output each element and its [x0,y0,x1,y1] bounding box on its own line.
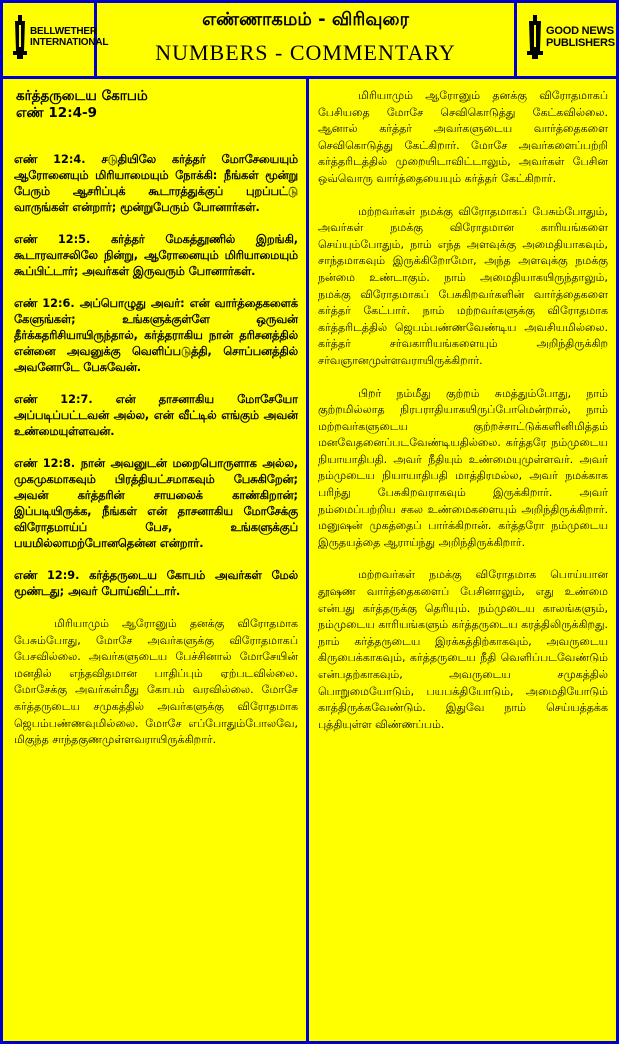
commentary-paragraph: மற்றவர்கள் நமக்கு விரோதமாகப் பேசும்போதும், அவர்கள் நமக்கு விரோதமான காரியங்களை செய்யும்போதும், நாம் எந்த அளவுக்கு அமைதியாகவும், சாந்தமாகவும் இருக்கிறோமோ, அந்த அளவுக்கு நமக்கு நன்மை உண்டாகும். நாம் அமைதியாகயிருந்தாலும், நமக்கு விரோதமாகப் பேசுகிறவர்களின் வார்த்தைகளை கர்த்தர் கேட்பார். நாம் மற்றவர்களுக்கு விரோதமாக கர்த்தரிடத்தில் ஜெபம்பண்ணவேண்டிய அவசியமில்லை. கர்த்தர் சர்வகாரியங்களையும் அறிந்திருக்கிற சர்வஞானமுள்ளவராயிருக்கிறார். [318,204,608,367]
commentary-paragraph: பிறர் நம்மீது குற்றம் சுமத்தும்போது, நாம் குற்றமில்லாத நிரபராதியாகயிருப்போமென்றால், நாம் மற்றவர்களுடைய குற்றச்சாட்டுக்களினிமித்தம் மனவேதனைப்படவேண்டியதில்லை. கர்த்தரே நம்முடைய நியாயாதிபதி. அவர் நீதியும் உண்மையுமுள்ளவர். அவர் நம்முடைய நியாயாதிபதி மாத்திரமல்ல, அவர் நமக்காக பரிந்து பேசுகிறவராகவும் இருக்கிறார். அவர் நம்மைப்பற்றிய சகல உண்மைகளையும் அறிந்திருக்கிறார். மனுஷன் முகத்தைப் பார்க்கிறான். கர்த்தரோ நம்முடைய இருதயத்தை ஆராய்ந்து அறிந்திருக்கிறார். [318,386,608,549]
logo-right-line2: PUBLISHERS [546,37,615,49]
left-column [14,80,298,765]
right-column [318,88,608,749]
logo-left-line1: BELLWETHER [30,26,97,37]
bell-icon [527,15,543,59]
verse-12-6: எண் 12:6. அப்பொழுது அவர்: என் வார்த்தைகளைக் கேளுங்கள்; உங்களுக்குள்ளே ஒருவன் தீர்க்கதரிசியாயிருந்தால், கர்த்தராகிய நான் தரிசனத்தில் என்னை அவனுக்கு வெளிப்படுத்தி, சொப்பனத்தில் அவனோடே பேசுவேன். [14,297,298,374]
header [3,3,616,76]
section-heading [16,88,298,122]
title-tamil: எண்ணாகமம் - விரிவுரை [202,9,409,30]
section-heading-title: கர்த்தருடைய கோபம் [16,88,148,104]
commentary-paragraph: மிரியாமும் ஆரோனும் தனக்கு விரோதமாகப் பேசியதை மோசே செவிகொடுத்து கேட்கவில்லை. ஆனால் கர்த்தர் அவர்களுடைய வார்த்தைகளை செவிகொடுத்து கேட்கிறார். மோசே அவர்களைப்பற்றி கர்த்தரிடத்தில் முறையிடாவிட்டாலும், அவர்கள் பேசின ஒவ்வொரு வார்த்தையையும் கர்த்தர் கேட்கிறார். [318,89,608,185]
verse-12-4: எண் 12:4. சடுதியிலே கர்த்தர் மோசேயையும் ஆரோனையும் மிரியாமையும் நோக்கி: நீங்கள் மூன்று பேரும் ஆசரிப்புக் கூடாரத்துக்குப் புறப்பட்டு வாருங்கள் என்றார்; மூன்றுபேரும் போனார்கள். [14,153,298,214]
bell-icon [13,15,27,59]
title-box [97,3,514,76]
logo-left-line2: INTERNATIONAL [30,37,109,48]
section-heading-reference: எண் 12:4-9 [16,105,97,121]
title-english: NUMBERS - COMMENTARY [155,40,456,65]
column-divider [306,79,309,1041]
verse-12-5: எண் 12:5. கர்த்தர் மேகத்தூணில் இறங்கி, கூடாரவாசலிலே நின்று, ஆரோனையும் மிரியாமையும் கூப்பிட்டார்; அவர்கள் இருவரும் போனார்கள். [14,233,298,278]
good-news-publishers-logo [527,15,615,59]
bellwether-logo [13,15,108,59]
verse-12-7: எண் 12:7. என் தாசனாகிய மோசேயோ அப்படிப்பட்டவன் அல்ல, என் வீட்டில் எங்கும் அவன் உண்மையுள்ளவன். [14,393,298,438]
logo-right-line1: GOOD NEWS [546,25,614,37]
commentary-paragraph: மிரியாமும் ஆரோனும் தனக்கு விரோதமாக பேசும்போது, மோசே அவர்களுக்கு விரோதமாகப் பேசவில்லை. அவர்களுடைய பேச்சினால் மோசேயின் மனதில் எந்தவிதமான பாதிப்பும் ஏற்படவில்லை. மோசேக்கு அவர்கள்மீது கோபம் வரவில்லை. மோசே கர்த்தருடைய சமுகத்தில் அவர்களுக்கு விரோதமாக ஜெபம்பண்ணவுமில்லை. மோசே எப்போதும்போலவே, மிகுந்த சாந்தகுணமுள்ளவராயிருக்கிறார். [14,617,298,747]
commentary-paragraph: மற்றவர்கள் நமக்கு விரோதமாக பொய்யான தூஷண வார்த்தைகளைப் பேசினாலும், எது உண்மை என்பது கர்த்தருக்கு தெரியும். நம்முடைய காலங்களும், நம்முடைய காரியங்களும் கர்த்தருடைய கரத்திலிருக்கிறது. நாம் கர்த்தருடைய இரக்கத்திற்காகவும், அவருடைய கிருபைக்காகவும், கர்த்தருடைய நீதி வெளிப்படவேண்டும் என்பதற்காகவும், அவருடைய சமுகத்தில் பொறுமையோடும், பயபக்தியோடும், அமைதியோடும் காத்திருக்கவேண்டும். இதுவே நாம் செய்யத்தக்க புத்தியுள்ள விண்ணப்பம். [318,568,608,731]
header-divider [3,76,616,79]
verse-12-8: எண் 12:8. நான் அவனுடன் மறைபொருளாக அல்ல, முகமுகமாகவும் பிரத்தியட்சமாகவும் பேசுகிறேன்; அவன் கர்த்தரின் சாயலைக் காண்கிறான்; இப்படியிருக்க, நீங்கள் என் தாசனாகிய மோசேக்கு விரோதமாய்ப் பேச, உங்களுக்குப் பயமில்லாமற்போனதென்ன என்றார். [14,457,298,550]
verse-12-9: எண் 12:9. கர்த்தருடைய கோபம் அவர்கள் மேல் மூண்டது; அவர் போய்விட்டார். [14,569,298,598]
verses [14,152,298,749]
right-logo-box [514,3,616,76]
left-logo-box [5,3,109,76]
